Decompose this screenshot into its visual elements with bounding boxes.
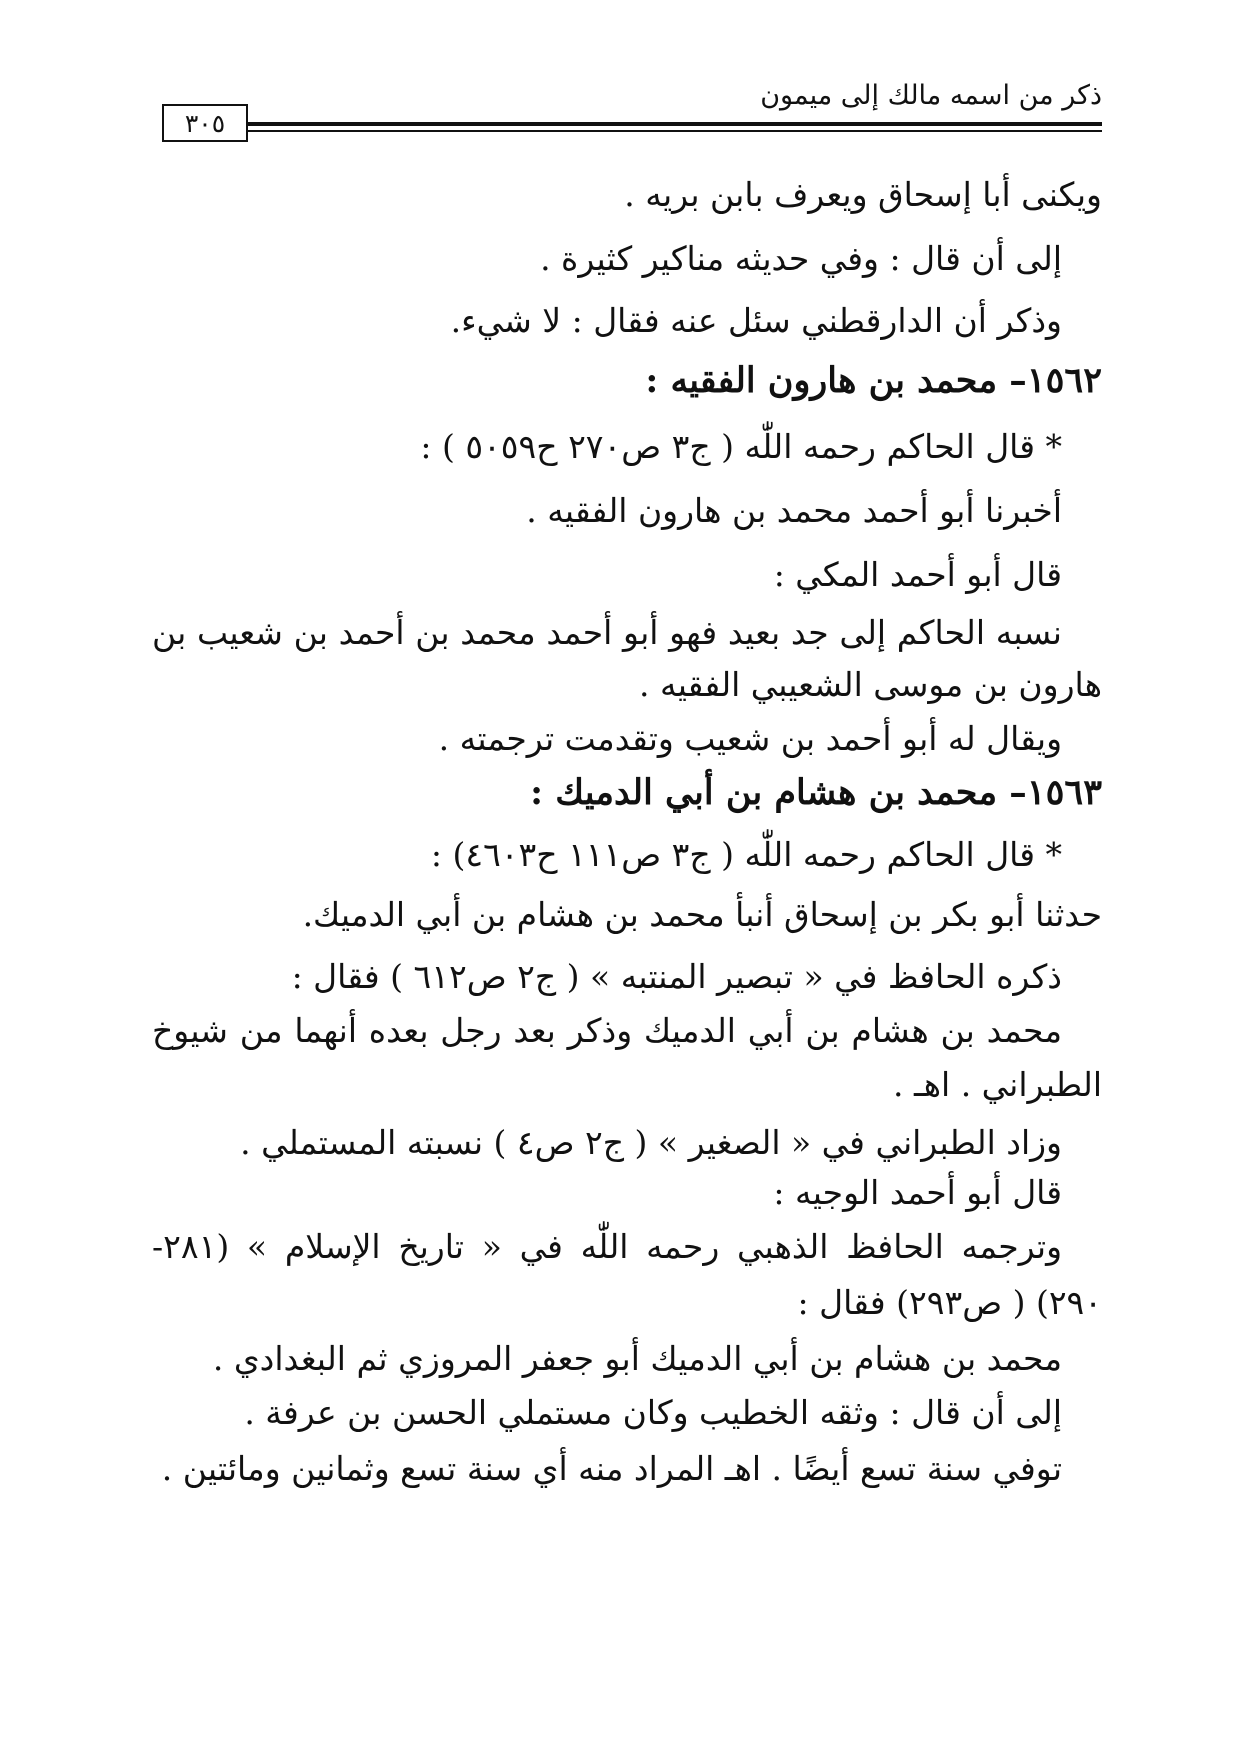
running-title: ذكر من اسمه مالك إلى ميمون [760, 80, 1102, 111]
text-line: حدثنا أبو بكر بن إسحاق أنبأ محمد بن هشام بن أبي الدميك. [302, 895, 1102, 934]
text-line: إلى أن قال : وفي حديثه مناكير كثيرة . [540, 239, 1062, 278]
text-line: ويقال له أبو أحمد بن شعيب وتقدمت ترجمته . [438, 719, 1062, 758]
text-line: محمد بن هشام بن أبي الدميك أبو جعفر المروزي ثم البغدادي . [212, 1339, 1062, 1378]
text-line: قال أبو أحمد المكي : [773, 555, 1062, 594]
citation-line: * قال الحاكم رحمه اللّٰه ( ج٣ ص١١١ ح٤٦٠٣) : [430, 835, 1062, 874]
text-line: وزاد الطبراني في « الصغير » ( ج٢ ص٤ ) نسبته المستملي . [240, 1123, 1062, 1162]
entry-heading: ١٥٦٢– محمد بن هارون الفقيه : [645, 360, 1102, 401]
header-rule [248, 122, 1102, 126]
text-line: وذكر أن الدارقطني سئل عنه فقال : لا شيء. [450, 301, 1062, 340]
header-rule-thin [248, 130, 1102, 132]
text-line: وترجمه الحافظ الذهبي رحمه اللّٰه في « تاريخ الإسلام » (٢٨١- [152, 1227, 1062, 1266]
text-line: محمد بن هشام بن أبي الدميك وذكر بعد رجل بعده أنهما من شيوخ [152, 1011, 1062, 1050]
text-line: ويكنى أبا إسحاق ويعرف بابن بريه . [624, 175, 1102, 214]
text-line: قال أبو أحمد الوجيه : [773, 1173, 1062, 1212]
text-line: الطبراني . اهـ . [892, 1065, 1102, 1104]
text-line: إلى أن قال : وثقه الخطيب وكان مستملي الحسن بن عرفة . [244, 1393, 1062, 1432]
text-line: ذكره الحافظ في « تبصير المنتبه » ( ج٢ ص٦١٢ ) فقال : [291, 957, 1062, 996]
text-line: هارون بن موسى الشعيبي الفقيه . [639, 665, 1102, 704]
citation-line: * قال الحاكم رحمه اللّٰه ( ج٣ ص٢٧٠ ح٥٠٥٩ ) : [420, 427, 1062, 466]
page-number: ٣٠٥ [162, 104, 248, 142]
text-line: أخبرنا أبو أحمد محمد بن هارون الفقيه . [526, 491, 1062, 530]
entry-heading: ١٥٦٣– محمد بن هشام بن أبي الدميك : [530, 772, 1102, 813]
text-line: ٢٩٠) ( ص٢٩٣) فقال : [797, 1283, 1102, 1322]
text-line: نسبه الحاكم إلى جد بعيد فهو أبو أحمد محمد بن أحمد بن شعيب بن [152, 613, 1062, 652]
text-line: توفي سنة تسع أيضًا . اهـ المراد منه أي سنة تسع وثمانين ومائتين . [161, 1449, 1062, 1488]
